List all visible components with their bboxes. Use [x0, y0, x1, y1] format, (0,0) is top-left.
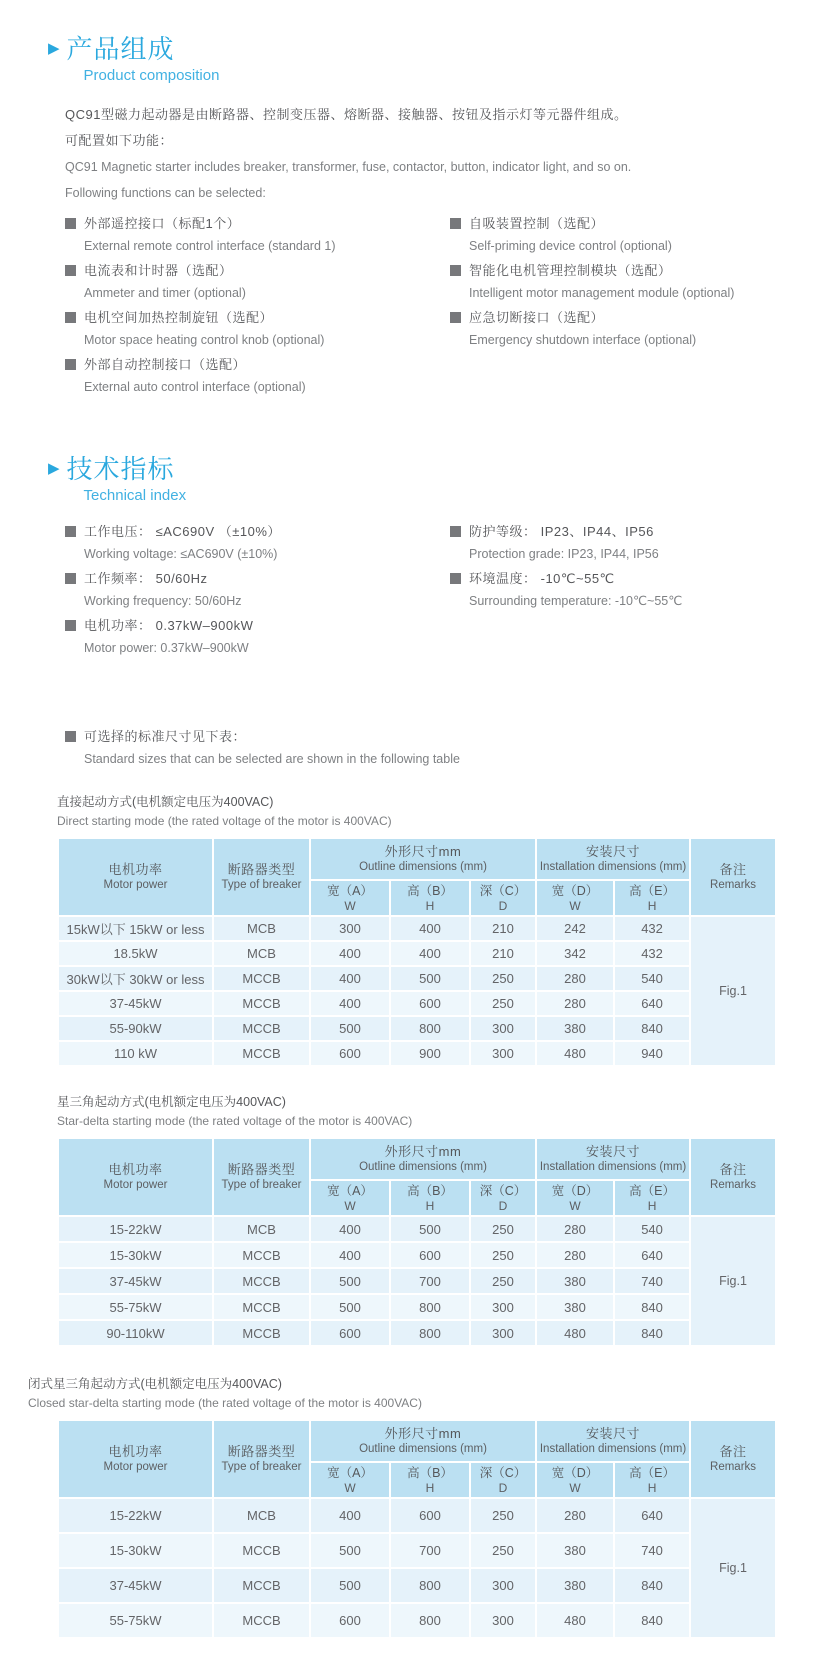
- header-depth-c: 深（C） D: [470, 1180, 536, 1216]
- table-cell: 640: [614, 1498, 690, 1533]
- table-header: [58, 1138, 776, 1216]
- header-width-d: 宽（D） W: [536, 880, 614, 916]
- tech-cn: 电机功率： 0.37kW–900kW: [84, 618, 254, 633]
- table-cell: 380: [536, 1268, 614, 1294]
- feature-cn: 外部自动控制接口（选配）: [84, 357, 247, 372]
- feature-en: Motor space heating control knob (optional): [84, 333, 325, 347]
- table-cell: 280: [536, 966, 614, 991]
- star-delta-table: [57, 1137, 777, 1347]
- header-height-b: 高（B） H: [390, 1462, 470, 1498]
- table-cell: 300: [470, 1568, 536, 1603]
- table-cell: 840: [614, 1568, 690, 1603]
- table-cell: MCCB: [213, 966, 310, 991]
- table-cell: 480: [536, 1320, 614, 1346]
- feature-en: Ammeter and timer (optional): [84, 286, 246, 300]
- header-motor-power: 电机功率 Motor power: [58, 1420, 213, 1498]
- table-row: [58, 1294, 776, 1320]
- header-height-b: 高（B） H: [390, 1180, 470, 1216]
- header-height-e: 高（E） H: [614, 1180, 690, 1216]
- table-cell: 740: [614, 1268, 690, 1294]
- closed-star-delta-table: [57, 1419, 777, 1639]
- table-cell: 640: [614, 1242, 690, 1268]
- table-cell: 900: [390, 1041, 470, 1066]
- header-motor-power: 电机功率 Motor power: [58, 1138, 213, 1216]
- tech-column-right: [450, 520, 794, 661]
- feature-en: External remote control interface (standard 1): [84, 239, 336, 253]
- tech-cn: 环境温度： -10℃~55℃: [469, 571, 615, 586]
- table-cell: 15-22kW: [58, 1498, 213, 1533]
- table-cell: 55-90kW: [58, 1016, 213, 1041]
- table-cell: 840: [614, 1016, 690, 1041]
- table-cell: 37-45kW: [58, 1568, 213, 1603]
- table-row: [58, 1268, 776, 1294]
- header-remarks: 备注 Remarks: [690, 838, 776, 916]
- intro-line: Following functions can be selected:: [65, 186, 266, 200]
- list-item: [65, 353, 450, 399]
- section-title-en: Product composition: [83, 67, 220, 84]
- tech-en: Working frequency: 50/60Hz: [84, 594, 242, 608]
- header-width-a: 宽（A） W: [310, 1462, 390, 1498]
- table-cell: 480: [536, 1041, 614, 1066]
- table-cell: 300: [310, 916, 390, 941]
- feature-cn: 外部遥控接口（标配1个）: [84, 216, 241, 231]
- feature-column-left: [65, 212, 450, 400]
- table-cell: 840: [614, 1320, 690, 1346]
- section-header: [48, 454, 794, 504]
- table-cell: MCCB: [213, 1268, 310, 1294]
- table-cell: 55-75kW: [58, 1294, 213, 1320]
- header-install-dims: 安装尺寸 Installation dimensions (mm): [536, 1138, 690, 1180]
- header-height-e: 高（E） H: [614, 1462, 690, 1498]
- table-cell: 15-30kW: [58, 1533, 213, 1568]
- list-item: [450, 212, 794, 258]
- list-item: [65, 614, 450, 660]
- table-cell: 250: [470, 1533, 536, 1568]
- table-body: [58, 1498, 776, 1638]
- table-row: [58, 966, 776, 991]
- table-cell: 740: [614, 1533, 690, 1568]
- section-technical-index: [48, 454, 794, 661]
- table-cell: 210: [470, 941, 536, 966]
- table-cell: 500: [310, 1533, 390, 1568]
- feature-cn: 电流表和计时器（选配）: [84, 263, 233, 278]
- header-width-d: 宽（D） W: [536, 1180, 614, 1216]
- note-en: Standard sizes that can be selected are shown in the following table: [84, 752, 460, 766]
- header-breaker-type: 断路器类型 Type of breaker: [213, 1420, 310, 1498]
- table-cell: 540: [614, 966, 690, 991]
- table-cell: 800: [390, 1016, 470, 1041]
- table-cell: 400: [390, 916, 470, 941]
- table-cell: 480: [536, 1603, 614, 1638]
- table-cell: 30kW以下 30kW or less: [58, 966, 213, 991]
- square-bullet-icon: [65, 573, 76, 584]
- table-cell: 840: [614, 1603, 690, 1638]
- remark-cell: Fig.1: [690, 916, 776, 1066]
- table-cell: 640: [614, 991, 690, 1016]
- header-install-dims: 安装尺寸 Installation dimensions (mm): [536, 1420, 690, 1462]
- header-width-d: 宽（D） W: [536, 1462, 614, 1498]
- table-cell: 400: [310, 1216, 390, 1242]
- table-cell: 800: [390, 1320, 470, 1346]
- table-cell: MCCB: [213, 1568, 310, 1603]
- table-cell: MCB: [213, 916, 310, 941]
- table-cell: 250: [470, 1216, 536, 1242]
- tech-cn: 防护等级： IP23、IP44、IP56: [469, 524, 654, 539]
- table-cell: MCCB: [213, 1533, 310, 1568]
- table-cell: 940: [614, 1041, 690, 1066]
- list-item: [450, 306, 794, 352]
- table-cell: 242: [536, 916, 614, 941]
- table-cell: 280: [536, 1498, 614, 1533]
- tech-cn: 工作电压： ≤AC690V （±10%）: [84, 524, 281, 539]
- header-remarks: 备注 Remarks: [690, 1420, 776, 1498]
- table-cell: 210: [470, 916, 536, 941]
- table-cell: MCCB: [213, 1294, 310, 1320]
- table-cell: MCCB: [213, 1603, 310, 1638]
- tech-en: Protection grade: IP23, IP44, IP56: [469, 547, 659, 561]
- feature-cn: 电机空间加热控制旋钮（选配）: [84, 310, 274, 325]
- table-cell: 500: [390, 1216, 470, 1242]
- table-cell: MCCB: [213, 1041, 310, 1066]
- table-caption-en: Star-delta starting mode (the rated voltage of the motor is 400VAC): [57, 1114, 413, 1128]
- table-row: [58, 1320, 776, 1346]
- table-cell: 700: [390, 1268, 470, 1294]
- header-install-dims: 安装尺寸 Installation dimensions (mm): [536, 838, 690, 880]
- table-cell: 380: [536, 1533, 614, 1568]
- square-bullet-icon: [450, 526, 461, 537]
- table-cell: 280: [536, 1216, 614, 1242]
- table-cell: 300: [470, 1603, 536, 1638]
- table-cell: 400: [390, 941, 470, 966]
- square-bullet-icon: [65, 731, 76, 742]
- list-item: [65, 306, 450, 352]
- table-cell: 380: [536, 1016, 614, 1041]
- table-cell: 500: [310, 1268, 390, 1294]
- table-cell: 432: [614, 941, 690, 966]
- remark-cell: Fig.1: [690, 1498, 776, 1638]
- header-height-b: 高（B） H: [390, 880, 470, 916]
- table-cell: 400: [310, 941, 390, 966]
- table-cell: 800: [390, 1294, 470, 1320]
- table-caption: [28, 1375, 794, 1413]
- table-cell: 380: [536, 1294, 614, 1320]
- table-cell: 500: [310, 1568, 390, 1603]
- table-cell: 840: [614, 1294, 690, 1320]
- table-cell: MCCB: [213, 1242, 310, 1268]
- table-cell: 250: [470, 1498, 536, 1533]
- table-cell: 90-110kW: [58, 1320, 213, 1346]
- table-cell: 342: [536, 941, 614, 966]
- header-width-a: 宽（A） W: [310, 880, 390, 916]
- square-bullet-icon: [450, 265, 461, 276]
- table-cell: 280: [536, 991, 614, 1016]
- square-bullet-icon: [450, 573, 461, 584]
- header-height-e: 高（E） H: [614, 880, 690, 916]
- table-cell: 400: [310, 1242, 390, 1268]
- table-cell: 300: [470, 1041, 536, 1066]
- table-cell: 37-45kW: [58, 1268, 213, 1294]
- table-cell: 500: [310, 1294, 390, 1320]
- square-bullet-icon: [450, 218, 461, 229]
- tech-en: Motor power: 0.37kW–900kW: [84, 641, 249, 655]
- list-item: [65, 259, 450, 305]
- table-caption-en: Direct starting mode (the rated voltage of the motor is 400VAC): [57, 814, 392, 828]
- square-bullet-icon: [65, 359, 76, 370]
- table-cell: 300: [470, 1294, 536, 1320]
- square-bullet-icon: [65, 620, 76, 631]
- feature-cn: 智能化电机管理控制模块（选配）: [469, 263, 672, 278]
- table-row: [58, 1041, 776, 1066]
- standard-sizes-note: [65, 725, 794, 771]
- table-header: [58, 838, 776, 916]
- intro-line: QC91 Magnetic starter includes breaker, transformer, fuse, contactor, button, indicator light, and so on.: [65, 160, 632, 174]
- table-row: [58, 1016, 776, 1041]
- table-cell: 600: [390, 1498, 470, 1533]
- table-cell: 432: [614, 916, 690, 941]
- table-cell: MCB: [213, 1498, 310, 1533]
- triangle-bullet-icon: ▶: [48, 460, 60, 477]
- header-breaker-type: 断路器类型 Type of breaker: [213, 1138, 310, 1216]
- feature-en: Self-priming device control (optional): [469, 239, 672, 253]
- table-body: [58, 916, 776, 1066]
- header-width-a: 宽（A） W: [310, 1180, 390, 1216]
- intro-line: 可配置如下功能：: [65, 133, 174, 148]
- table-caption: [57, 1093, 794, 1131]
- tech-en: Surrounding temperature: -10℃~55℃: [469, 594, 683, 608]
- table-cell: 55-75kW: [58, 1603, 213, 1638]
- square-bullet-icon: [65, 526, 76, 537]
- header-breaker-type: 断路器类型 Type of breaker: [213, 838, 310, 916]
- table-cell: 110 kW: [58, 1041, 213, 1066]
- table-caption: [57, 793, 794, 831]
- table-cell: 250: [470, 966, 536, 991]
- table-cell: 15-22kW: [58, 1216, 213, 1242]
- section-product-composition: [48, 34, 794, 400]
- table-cell: MCCB: [213, 991, 310, 1016]
- table-cell: 700: [390, 1533, 470, 1568]
- feature-cn: 自吸装置控制（选配）: [469, 216, 605, 231]
- table-cell: 300: [470, 1320, 536, 1346]
- table-caption-cn: 直接起动方式(电机额定电压为400VAC): [57, 795, 274, 809]
- table-cell: 15-30kW: [58, 1242, 213, 1268]
- square-bullet-icon: [65, 312, 76, 323]
- table-cell: 400: [310, 991, 390, 1016]
- table-cell: 18.5kW: [58, 941, 213, 966]
- list-item: [65, 212, 450, 258]
- table-cell: MCCB: [213, 1016, 310, 1041]
- square-bullet-icon: [65, 218, 76, 229]
- table-row: [58, 916, 776, 941]
- table-cell: 600: [390, 991, 470, 1016]
- header-depth-c: 深（C） D: [470, 880, 536, 916]
- table-cell: 600: [310, 1041, 390, 1066]
- table-row: [58, 1533, 776, 1568]
- header-outline-dims: 外形尺寸mm Outline dimensions (mm): [310, 1138, 536, 1180]
- table-row: [58, 1242, 776, 1268]
- header-remarks: 备注 Remarks: [690, 1138, 776, 1216]
- table-cell: 400: [310, 966, 390, 991]
- list-item: [450, 567, 794, 613]
- table-cell: 600: [390, 1242, 470, 1268]
- table-caption-en: Closed star-delta starting mode (the rated voltage of the motor is 400VAC): [28, 1396, 422, 1410]
- section-title-en: Technical index: [83, 487, 187, 504]
- table-cell: 300: [470, 1016, 536, 1041]
- table-cell: MCB: [213, 941, 310, 966]
- table-row: [58, 1603, 776, 1638]
- intro-line: QC91型磁力起动器是由断路器、控制变压器、熔断器、接触器、按钮及指示灯等元器件组成。: [65, 107, 628, 122]
- table-cell: 250: [470, 1242, 536, 1268]
- table-cell: 500: [390, 966, 470, 991]
- tech-list: [65, 520, 794, 661]
- list-item: [65, 567, 450, 613]
- tech-cn: 工作频率： 50/60Hz: [84, 571, 208, 586]
- table-cell: MCB: [213, 1216, 310, 1242]
- list-item: [65, 520, 450, 566]
- table-row: [58, 1498, 776, 1533]
- direct-starting-table: [57, 837, 777, 1067]
- remark-cell: Fig.1: [690, 1216, 776, 1346]
- table-cell: 380: [536, 1568, 614, 1603]
- feature-column-right: [450, 212, 794, 400]
- table-header: [58, 1420, 776, 1498]
- square-bullet-icon: [65, 265, 76, 276]
- header-outline-dims: 外形尺寸mm Outline dimensions (mm): [310, 1420, 536, 1462]
- intro-paragraphs: [65, 102, 794, 206]
- table-cell: 400: [310, 1498, 390, 1533]
- table-cell: 500: [310, 1016, 390, 1041]
- table-cell: 250: [470, 991, 536, 1016]
- table-row: [58, 941, 776, 966]
- table-cell: 15kW以下 15kW or less: [58, 916, 213, 941]
- feature-en: External auto control interface (optional): [84, 380, 306, 394]
- table-row: [58, 991, 776, 1016]
- section-title-cn: 技术指标: [66, 454, 175, 484]
- table-cell: MCCB: [213, 1320, 310, 1346]
- table-cell: 600: [310, 1603, 390, 1638]
- header-depth-c: 深（C） D: [470, 1462, 536, 1498]
- table-cell: 540: [614, 1216, 690, 1242]
- feature-en: Intelligent motor management module (optional): [469, 286, 735, 300]
- list-item: [450, 259, 794, 305]
- table-body: [58, 1216, 776, 1346]
- header-outline-dims: 外形尺寸mm Outline dimensions (mm): [310, 838, 536, 880]
- header-motor-power: 电机功率 Motor power: [58, 838, 213, 916]
- table-cell: 600: [310, 1320, 390, 1346]
- triangle-bullet-icon: ▶: [48, 40, 60, 57]
- section-header: [48, 34, 794, 84]
- table-row: [58, 1568, 776, 1603]
- table-caption-cn: 闭式星三角起动方式(电机额定电压为400VAC): [28, 1377, 282, 1391]
- square-bullet-icon: [450, 312, 461, 323]
- feature-en: Emergency shutdown interface (optional): [469, 333, 697, 347]
- table-cell: 800: [390, 1568, 470, 1603]
- table-cell: 37-45kW: [58, 991, 213, 1016]
- table-cell: 800: [390, 1603, 470, 1638]
- tech-en: Working voltage: ≤AC690V (±10%): [84, 547, 278, 561]
- tech-column-left: [65, 520, 450, 661]
- list-item: [450, 520, 794, 566]
- table-row: [58, 1216, 776, 1242]
- note-cn: 可选择的标准尺寸见下表：: [84, 729, 247, 744]
- feature-cn: 应急切断接口（选配）: [469, 310, 605, 325]
- table-cell: 250: [470, 1268, 536, 1294]
- table-cell: 280: [536, 1242, 614, 1268]
- table-caption-cn: 星三角起动方式(电机额定电压为400VAC): [57, 1095, 286, 1109]
- feature-list: [65, 212, 794, 400]
- section-title-cn: 产品组成: [66, 34, 175, 64]
